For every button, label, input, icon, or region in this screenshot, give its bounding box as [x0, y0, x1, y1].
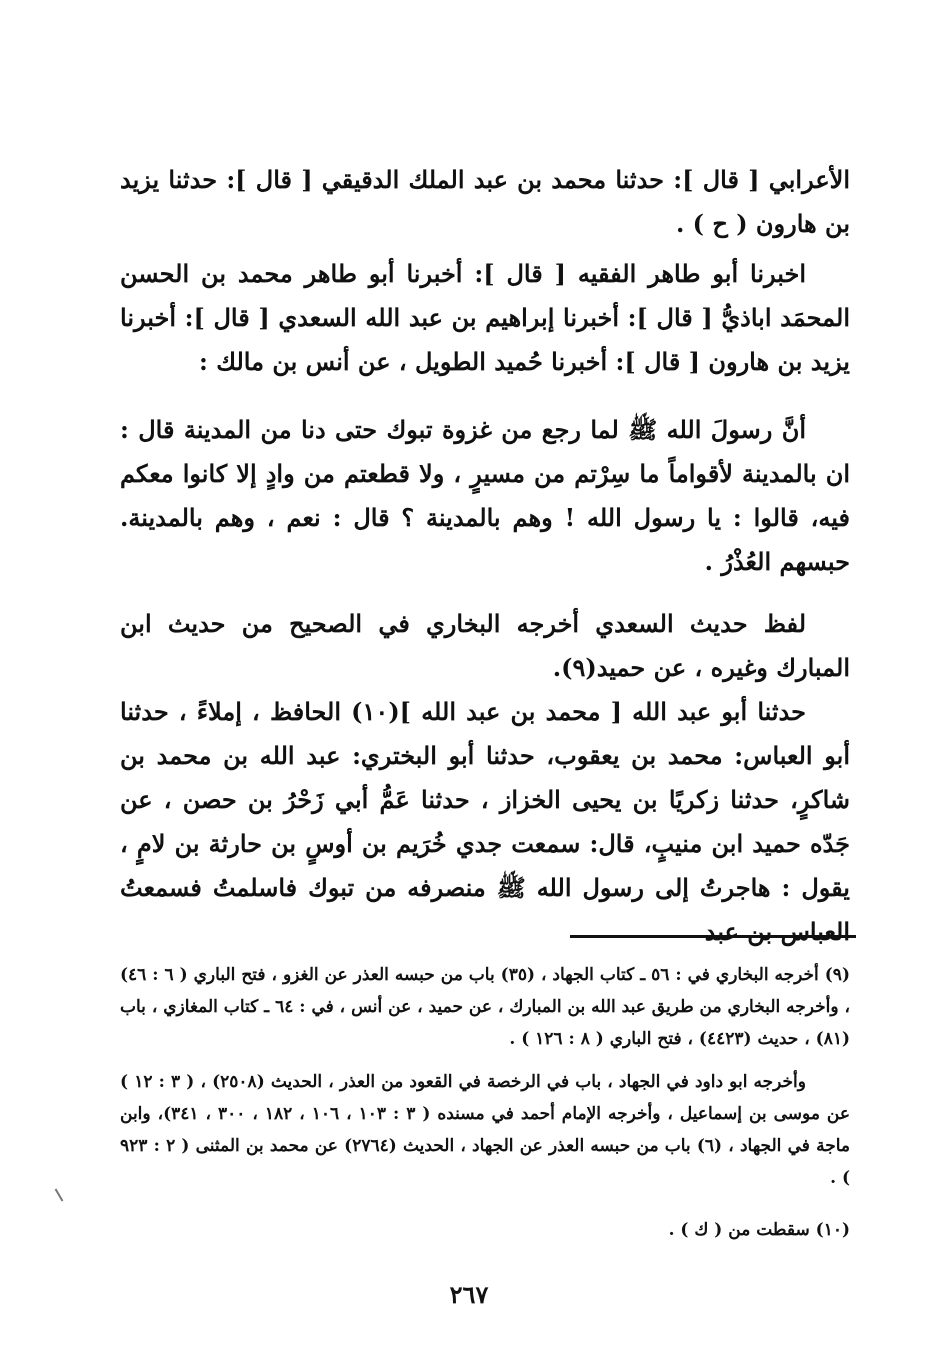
paragraph-isnad-continuation: الأعرابي [ قال ]: حدثنا محمد بن عبد الملك الدقيقي [ قال ]: حدثنا يزيد بن هارون ( ح ) .: [120, 165, 850, 238]
footnote-9: (٩) أخرجه البخاري في : ٥٦ ـ كتاب الجهاد ، (٣٥) باب من حبسه العذر عن الغزو ، فتح الباري ( ٦ : ٤٦) ، وأخرجه البخاري من طريق عبد الله بن المبارك ، عن حميد ، عن أنس ، في : ٦٤ ـ كتاب المغازي ، باب (٨١) ، حديث (٤٤٢٣) ، فتح الباري ( ٨ : ١٢٦ ) .: [120, 965, 851, 1049]
paragraph-isnad-second: اخبرنا أبو طاهر الفقيه [ قال ]: أخبرنا أبو طاهر محمد بن الحسن المحمَد اباذيُّ [ قال ]: أخبرنا إبراهيم بن عبد الله السعدي [ قال ]: أخبرنا يزيد بن هارون [ قال ]: أخبرنا حُميد الطويل ، عن أنس بن مالك :: [120, 259, 850, 376]
paragraph-takhrij: لفظ حديث السعدي أخرجه البخاري في الصحيح من حديث ابن المبارك وغيره ، عن حميد(٩).: [120, 609, 850, 682]
page-number: ٢٦٧: [449, 1280, 489, 1309]
scan-artifact-mark: [55, 1188, 64, 1201]
paragraph-new-isnad: حدثنا أبو عبد الله [ محمد بن عبد الله ](١٠) الحافظ ، إملاءً ، حدثنا أبو العباس: محمد بن يعقوب، حدثنا أبو البختري: عبد الله بن محمد بن شاكرٍ، حدثنا زكريًا بن يحيى الخزاز ، حدثنا عَمُّ أبي زَحْرُ بن حصن ، عن جَدّه حميد ابن منيبٍ، قال: سمعت جدي خُرَيم بن أوسٍ بن حارثة بن لامٍ ، يقول : هاجرتُ إلى رسول الله ﷺ منصرفه من تبوك فاسلمتُ فسمعتُ العباس بن عبد: [120, 697, 850, 946]
footnote-divider: [570, 935, 856, 938]
footnote-9-continuation: وأخرجه ابو داود في الجهاد ، باب في الرخصة في القعود من العذر ، الحديث (٢٥٠٨) ، ( ٣ : ١٢ ) عن موسى بن إسماعيل ، وأخرجه الإمام أحمد في مسنده ( ٣ : ١٠٣ ، ١٠٦ ، ١٨٢ ، ٣٠٠ ، ٣٤١)، وابن ماجة في الجهاد ، (٦) باب من حبسه العذر عن الجهاد ، الحديث (٢٧٦٤) عن محمد بن المثنى ( ٢ : ٩٢٣ ) .: [120, 1072, 851, 1188]
footnote-10: (١٠) سقطت من ( ك ) .: [668, 1220, 850, 1240]
paragraph-hadith-text: أنَّ رسولَ الله ﷺ لما رجع من غزوة تبوك حتى دنا من المدينة قال : ان بالمدينة لأقواماً ما سِرْتم من مسيرٍ ، ولا قطعتم من وادٍ إلا كانوا معكم فيه، قالوا : يا رسول الله ! وهم بالمدينة ؟ قال : نعم ، وهم بالمدينة. حبسهم العُذْرُ .: [120, 415, 850, 576]
